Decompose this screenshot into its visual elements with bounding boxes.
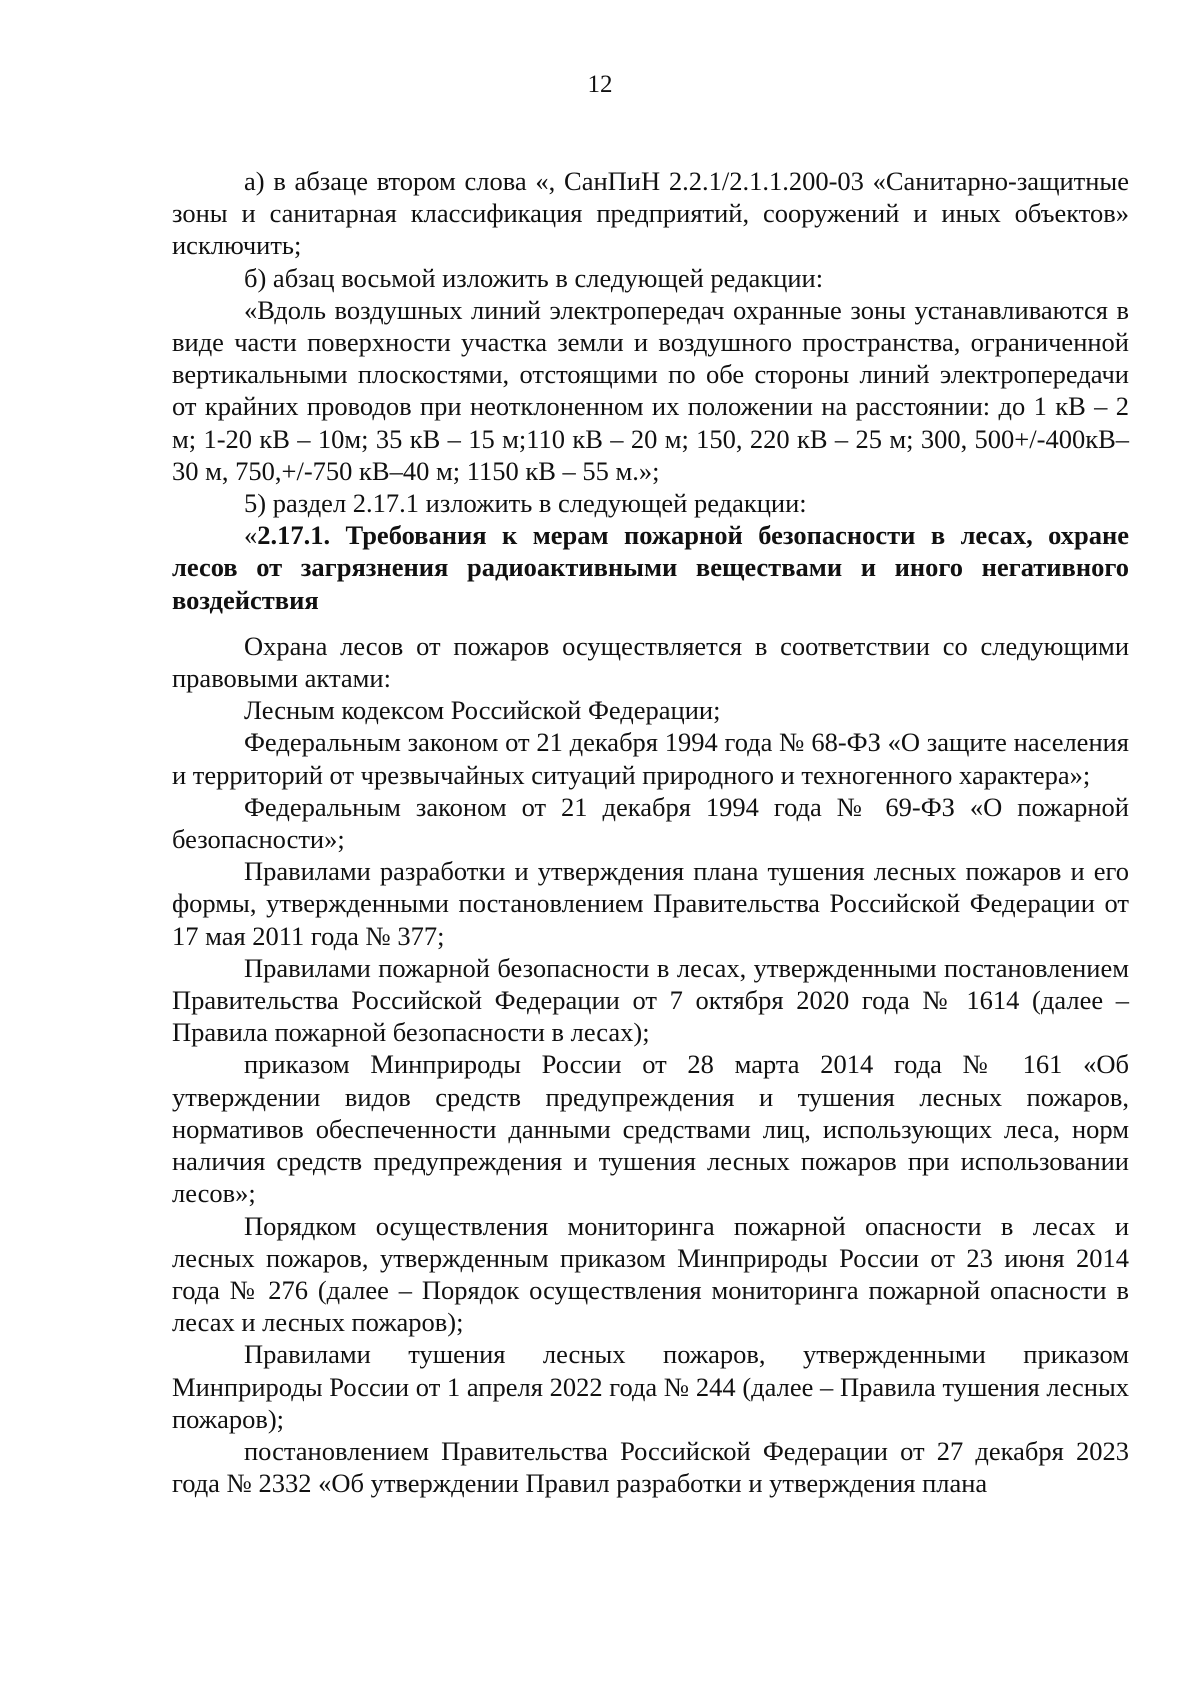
paragraph-forest-protection-intro: Охрана лесов от пожаров осуществляется в соответствии со следующими правовыми актами:: [172, 630, 1129, 694]
paragraph-b: б) абзац восьмой изложить в следующей редакции:: [244, 262, 824, 293]
paragraph-order-161: приказом Минприроды России от 28 марта 2014 года № 161 «Об утверждении видов средств предупреждения и тушения лесных пожаров, нормативов обеспеченности данными средствами лиц, использующих леса, норм наличия средств предупреждения и тушения лесных пожаров при использовании лесов»;: [172, 1049, 1129, 1209]
paragraph-item-5: 5) раздел 2.17.1 изложить в следующей редакции:: [244, 488, 807, 519]
paragraph-forest-code: Лесным кодексом Российской Федерации;: [244, 695, 721, 726]
page-number: 12: [587, 71, 613, 98]
paragraph-law-68fz: Федеральным законом от 21 декабря 1994 года № 68-ФЗ «О защите населения и территорий от чрезвычайных ситуаций природного и техногенного характера»;: [172, 727, 1129, 790]
paragraph-decree-2332: постановлением Правительства Российской Федерации от 27 декабря 2023 года № 2332 «Об утверждении Правил разработки и утверждения плана: [172, 1435, 1129, 1499]
paragraph-quote-power-lines: «Вдоль воздушных линий электропередач охранные зоны устанавливаются в виде части поверхности участка земли и воздушного пространства, ограниченной вертикальными плоскостями, отстоящими по обе стороны линий электропередачи от крайних проводов при неотклоненном их положении на расстоянии: до 1 кВ – 2 м; 1-20 кВ – 10м; 35 кВ – 15 м;110 кВ – 20 м; 150, 220 кВ – 25 м; 300, 500+/-400кВ–30 м, 750,+/-750 кВ–40 м; 1150 кВ – 55 м.»;: [172, 294, 1129, 486]
paragraph-rules-377: Правилами разработки и утверждения плана тушения лесных пожаров и его формы, утвержденными постановлением Правительства Российской Федерации от 17 мая 2011 года № 377;: [172, 856, 1129, 951]
paragraph-a: а) в абзаце втором слова «, СанПиН 2.2.1/2.1.1.200-03 «Санитарно-защитные зоны и санитарная классификация предприятий, сооружений и иных объектов» исключить;: [172, 166, 1129, 261]
paragraph-law-69fz: Федеральным законом от 21 декабря 1994 года № 69-ФЗ «О пожарной безопасности»;: [172, 791, 1129, 855]
paragraph-rules-1614: Правилами пожарной безопасности в лесах, утвержденными постановлением Правительства Российской Федерации от 7 октября 2020 года № 1614 (далее – Правила пожарной безопасности в лесах);: [172, 952, 1129, 1048]
heading-text: 2.17.1. Требования к мерам пожарной безопасности в лесах, охране лесов от загрязнения радиоактивными веществами и иного негативного воздействия: [172, 520, 1129, 615]
heading-quote-mark: «: [244, 520, 258, 551]
document-body: [172, 165, 1129, 1499]
section-heading: [172, 519, 1129, 616]
paragraph-order-244: Правилами тушения лесных пожаров, утвержденными приказом Минприроды России от 1 апреля 2022 года № 244 (далее – Правила тушения лесных пожаров);: [172, 1339, 1129, 1434]
paragraph-order-276: Порядком осуществления мониторинга пожарной опасности в лесах и лесных пожаров, утвержденным приказом Минприроды России от 23 июня 2014 года № 276 (далее – Порядок осуществления мониторинга пожарной опасности в лесах и лесных пожаров);: [172, 1210, 1129, 1338]
